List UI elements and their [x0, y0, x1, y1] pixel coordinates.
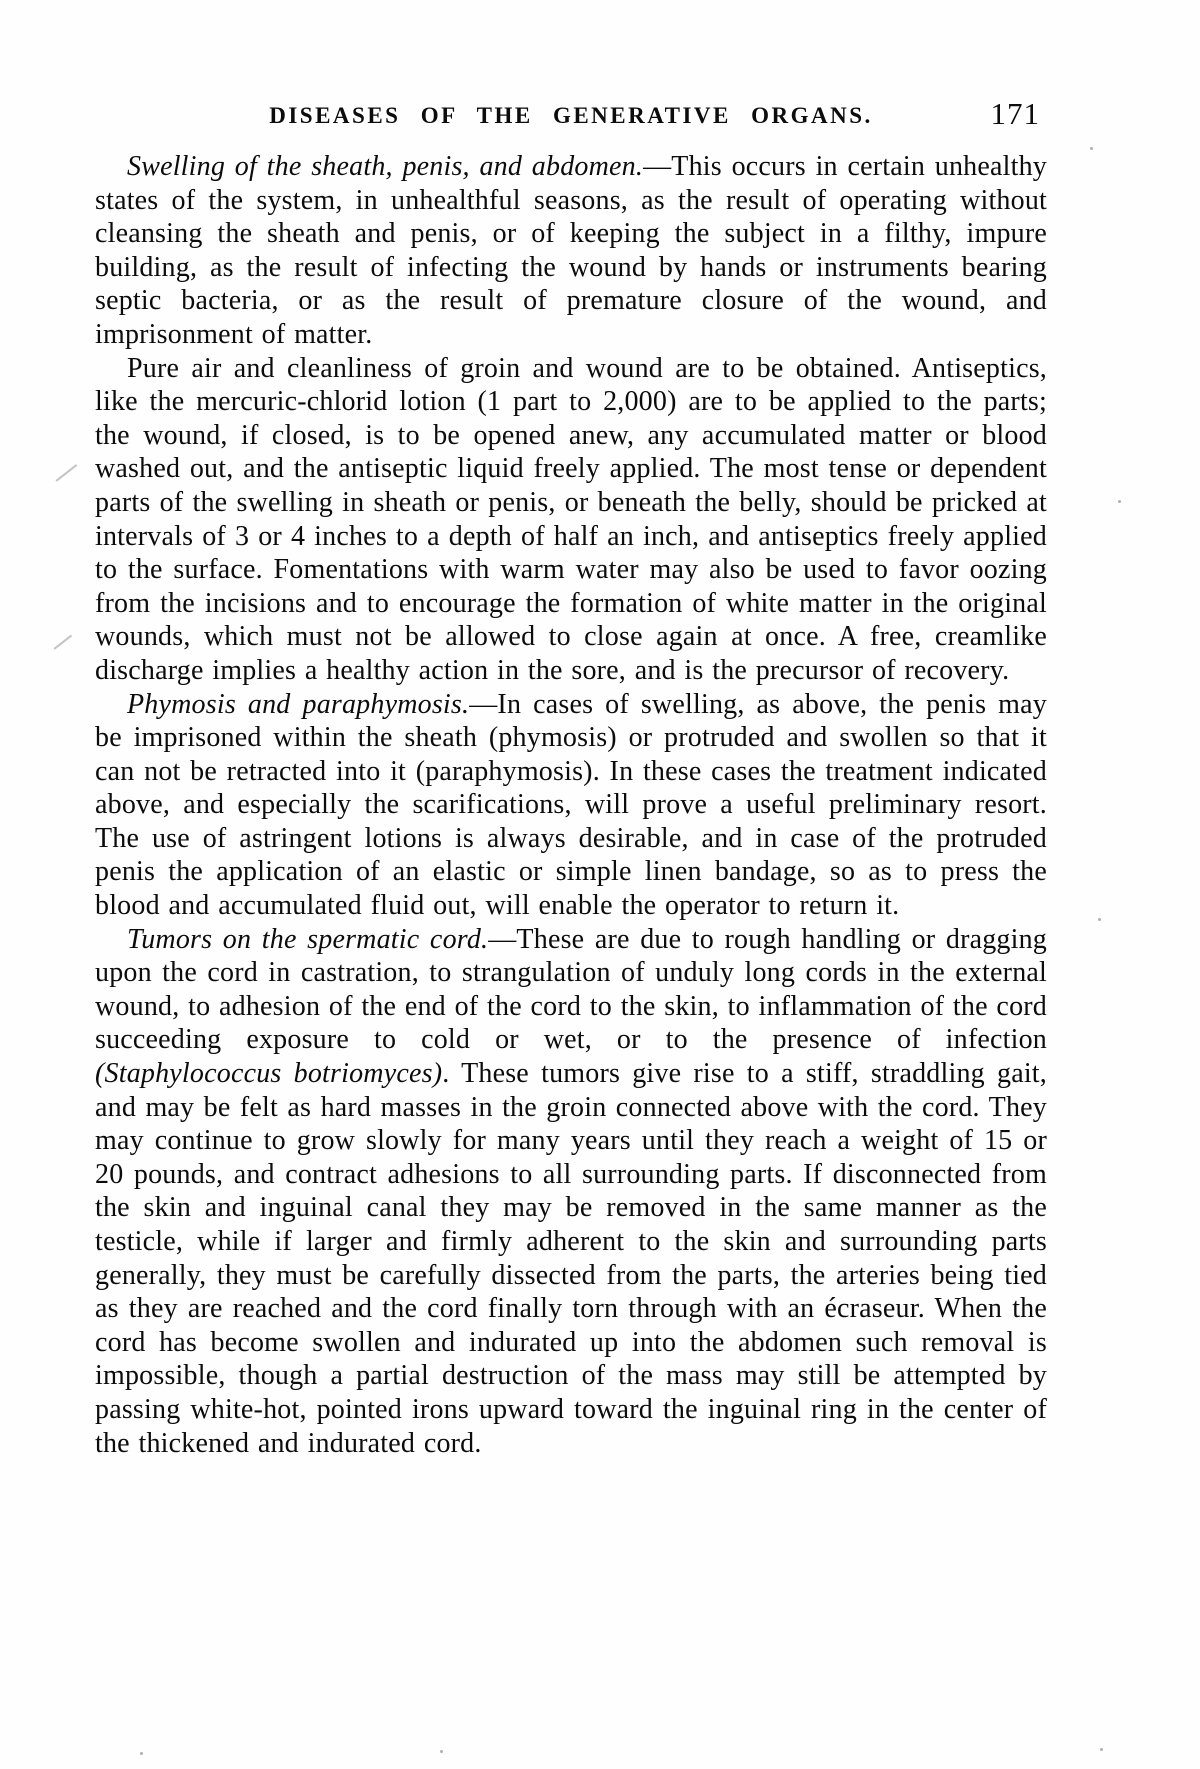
- italic-text-segment: Phymosis and paraphymosis.: [127, 688, 470, 720]
- scan-speck: [1100, 1748, 1103, 1751]
- paragraph: [95, 150, 1047, 352]
- page-number: 171: [990, 96, 1040, 131]
- text-segment: Pure air and cleanliness of groin and wound are to be obtained. Antiseptics, like the mercuric-chlorid lotion (1 part to 2,000) are to be applied to the parts; the wound, if closed, is to be opened anew, any accumulated matter or blood washed out, and the antiseptic liquid freely applied. The most tense or dependent parts of the swelling in sheath or penis, or beneath the belly, should be pricked at intervals of 3 or 4 inches to a depth of half an inch, and antiseptics freely applied to the surface. Fomentations with warm water may also be used to favor oozing from the incisions and to encourage the formation of white matter in the original wounds, which must not be allowed to close again at once. A free, creamlike discharge implies a healthy action in the sore, and is the precursor of recovery.: [95, 352, 1047, 686]
- scan-scratch: [54, 635, 72, 650]
- scan-scratch: [56, 464, 77, 481]
- text-segment: —These are due to rough handling or dragging upon the cord in castration, to strangulation of unduly long cords in the external wound, to adhesion of the end of the cord to the skin, to inflammation of the cord succeeding exposure to cold or wet, or to the presence of infection: [95, 923, 1047, 1056]
- running-header: DISEASES OF THE GENERATIVE ORGANS.: [269, 103, 873, 128]
- scan-speck: [440, 1750, 443, 1753]
- text-segment: —In cases of swelling, as above, the penis may be imprisoned within the sheath (phymosis) or protruded and swollen so that it can not be retracted into it (paraphymosis). In these cases the treatment indicated above, and especially the scarifications, will prove a useful preliminary resort. The use of astringent lotions is always desirable, and in case of the protruded penis the application of an elastic or simple linen bandage, so as to press the blood and accumulated fluid out, will enable the operator to return it.: [95, 688, 1047, 922]
- text-segment: —This occurs in certain unhealthy states of the system, in unhealthful seasons, as the result of operating without cleansing the sheath and penis, or of keeping the subject in a filthy, impure building, as the result of infecting the wound by hands or instruments bearing septic bacteria, or as the result of premature closure of the wound, and imprisonment of matter.: [95, 151, 1047, 350]
- scan-speck: [1098, 918, 1101, 921]
- italic-text-segment: Tumors on the spermatic cord.: [127, 923, 489, 955]
- text-segment: . These tumors give rise to a stiff, straddling gait, and may be felt as hard masses in the groin connected above with the cord. They may continue to grow slowly for many years until they reach a weight of 15 or 20 pounds, and contract adhesions to all surrounding parts. If disconnected from the skin and inguinal canal they may be removed in the same manner as the testicle, while if larger and firmly adherent to the skin and surrounding parts generally, they must be carefully dissected from the parts, the arteries being tied as they are reached and the cord finally torn through with an écraseur. When the cord has become swollen and indurated up into the abdomen such removal is impossible, though a partial destruction of the mass may still be attempted by passing white-hot, pointed irons upward toward the inguinal ring in the center of the thickened and indurated cord.: [95, 1058, 1047, 1459]
- scan-speck: [1090, 147, 1093, 150]
- italic-text-segment: (Staphylococcus botriomyces): [95, 1058, 443, 1090]
- page-body: [95, 150, 1047, 1460]
- italic-text-segment: Swelling of the sheath, penis, and abdomen.: [127, 151, 644, 182]
- paragraph: [95, 923, 1047, 1461]
- paragraph: [95, 352, 1047, 688]
- scan-speck: [1118, 500, 1121, 503]
- paragraph: [95, 688, 1047, 923]
- scan-speck: [140, 1752, 143, 1755]
